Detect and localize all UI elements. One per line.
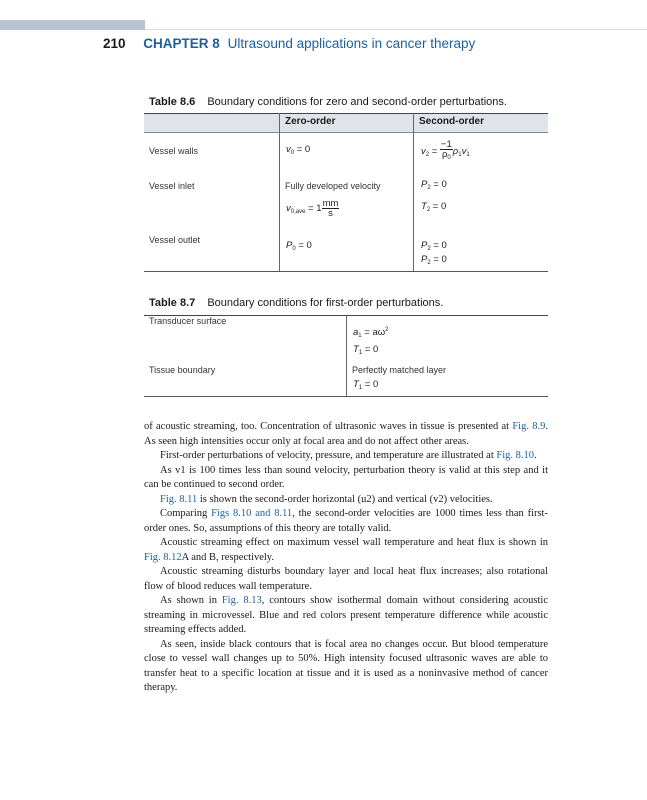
p2-text-b: . [534,450,537,461]
p5-text-b: , the second-order velocities are 1000 times less than first-order ones. So, assumptions of this theory are totally valid. [144,508,548,534]
walls-second-v: v [461,146,467,158]
figs-8-10-8-11-link[interactable]: Figs 8.10 and 8.11 [211,508,293,519]
walls-zero-rhs: = 0 [294,144,311,155]
fig-8-11-link[interactable]: Fig. 8.11 [160,493,198,505]
outlet-second-var-1: P [421,240,428,251]
paragraph-2 [144,449,548,464]
paragraph-6 [144,536,548,565]
outlet-zero-rhs: = 0 [295,240,312,251]
inlet-second-var-1: P [421,179,428,190]
inlet-second-eq-1 [421,179,447,194]
transducer-var-1: a [353,327,359,338]
paragraph-7: Acoustic streaming disturbs boundary layer and local heat flux increases; also rotational flow of blood reduces wall temperature. [144,566,548,592]
p1-text-a: of acoustic streaming, too. Concentration of ultrasonic waves in tissue is presented at [144,421,513,432]
outlet-second-sub-1: 2 [427,246,431,252]
inlet-zero-eq [286,199,339,218]
outlet-second-eq-1 [421,240,447,255]
tissue-eq [353,379,378,394]
p6-text-a: Acoustic streaming effect on maximum vessel wall temperature and heat flux is shown in [160,537,548,548]
inlet-second-var-2: T [421,201,427,212]
inlet-second-rhs-2: = 0 [430,201,447,212]
inlet-zero-frac [322,199,340,218]
row-tissue-boundary: Tissue boundary [149,365,216,375]
walls-second-equals: = [429,146,440,158]
outlet-second-rhs-2: = 0 [430,254,447,265]
table-8-6-caption-text: Boundary conditions for zero and second-order perturbations. [207,96,507,108]
outlet-second-sub-2: 2 [427,260,431,266]
table-8-7-bottom-rule [144,396,548,397]
walls-second-rho-sub: 1 [458,152,462,159]
transducer-rhs-1: = aω [361,327,386,338]
outlet-second-var-2: P [421,254,428,265]
walls-zero-eq [286,144,310,159]
chapter-title: Ultrasound applications in cancer therapy [227,36,476,51]
p5-text-a: Comparing [160,508,212,519]
walls-second-var: v [421,146,426,158]
table-8-6-header-row [144,113,548,132]
walls-second-v-sub: 1 [466,152,470,159]
walls-second-num: −1 [440,139,452,150]
table-8-6-bottom-rule [144,271,548,272]
inlet-zero-mid: = 1 [305,203,322,215]
table-8-6-col-second: Second-order [419,116,485,127]
table-8-6-label: Table 8.6 [149,96,196,108]
transducer-eq-1 [353,325,389,342]
row-transducer-surface: Transducer surface [149,316,227,326]
table-8-6-col-divider-2 [413,113,414,272]
running-header [103,36,475,52]
walls-second-den [440,150,453,163]
page-number: 210 [103,36,126,51]
fig-8-12-link[interactable]: Fig. 8.12 [144,551,182,563]
outlet-zero-var: P [286,240,293,251]
p8-text-b: , contours show isothermal domain without considering acoustic streaming in microvessel. Blue and red colors present temperature difference while acoustic streaming effects added. [144,595,548,635]
row-vessel-inlet: Vessel inlet [149,181,195,191]
p6-text-b: A and B, respectively. [181,551,274,563]
table-8-6-header-rule [144,132,548,133]
tissue-sub: 1 [358,385,363,391]
table-8-7 [144,315,548,397]
inlet-zero-var: v [286,203,291,215]
tissue-text: Perfectly matched layer [352,365,447,375]
table-8-7-caption-text: Boundary conditions for first-order perturbations. [207,297,444,309]
fig-8-9-link[interactable]: Fig. 8.9 [512,421,546,432]
table-8-6-caption [149,96,507,109]
transducer-rhs-2: = 0 [362,344,379,355]
table-8-7-col-divider [346,315,347,397]
inlet-zero-sub: 0,ave [290,209,306,216]
transducer-sup-1: 2 [385,327,389,333]
inlet-zero-num: mm [322,198,339,209]
inlet-second-eq-2 [421,201,446,216]
transducer-var-2: T [353,344,359,355]
outlet-second-rhs-1: = 0 [430,240,447,251]
outlet-zero-eq [286,240,312,255]
table-8-6 [144,113,548,272]
table-8-6-col-zero: Zero-order [285,116,336,127]
outlet-zero-sub: 0 [292,246,296,252]
table-8-7-label: Table 8.7 [149,297,196,309]
walls-second-eq [421,140,470,163]
top-rule [145,29,647,30]
inlet-zero-text: Fully developed velocity [285,181,381,191]
fig-8-13-link[interactable]: Fig. 8.13 [221,595,262,606]
transducer-eq-2 [353,344,378,359]
fig-8-10-link[interactable]: Fig. 8.10 [496,450,535,461]
table-8-6-col-divider-1 [279,113,280,272]
paragraph-9: As seen, inside black contours that is focal area no changes occur. But blood temperature close to vessel wall changes up to 50%. High intensity focused ultrasonic waves are able to transfer heat to a specific location at tissue and it is used as a noninvasive method of cancer therapy. [144,638,548,693]
outlet-second-eq-2 [421,254,447,269]
inlet-second-rhs-1: = 0 [430,179,447,190]
inlet-second-sub-1: 2 [427,185,431,191]
walls-second-den-sub: 0 [447,155,451,161]
paragraph-5 [144,507,548,536]
p4-text-b: is shown the second-order horizontal (u2) and vertical (v2) velocities. [197,493,493,505]
tissue-var: T [353,379,359,390]
p8-text-a: As shown in [160,595,222,606]
walls-second-den-var: ρ [441,149,448,160]
transducer-sub-1: 1 [358,333,362,339]
top-bar [0,20,145,30]
paragraph-4 [144,493,548,508]
p2-text-a: First-order perturbations of velocity, pressure, and temperature are illustrated at [160,450,497,461]
transducer-sub-2: 1 [358,350,363,356]
table-8-6-top-rule [144,113,548,114]
table-8-7-caption [149,297,443,310]
inlet-second-sub-2: 2 [426,207,431,213]
paragraph-8 [144,594,548,638]
paragraph-1 [144,420,548,449]
p1-text-b: . As seen high intensities occur only at focal area and do not affect other areas. [144,421,548,447]
walls-second-frac [440,140,453,163]
body-text [144,420,548,696]
tissue-rhs: = 0 [362,379,379,390]
walls-second-rho: ρ [452,146,459,158]
row-vessel-outlet: Vessel outlet [149,235,201,245]
walls-second-sub: 2 [425,152,430,159]
inlet-zero-den: s [328,208,333,219]
chapter-label: CHAPTER 8 [143,36,220,51]
row-vessel-walls: Vessel walls [149,146,199,156]
walls-zero-var: v [286,144,291,155]
paragraph-3: As v1 is 100 times less than sound velocity, perturbation theory is valid at this step and it can be continued to second order. [144,464,548,490]
walls-zero-sub: 0 [290,150,295,156]
